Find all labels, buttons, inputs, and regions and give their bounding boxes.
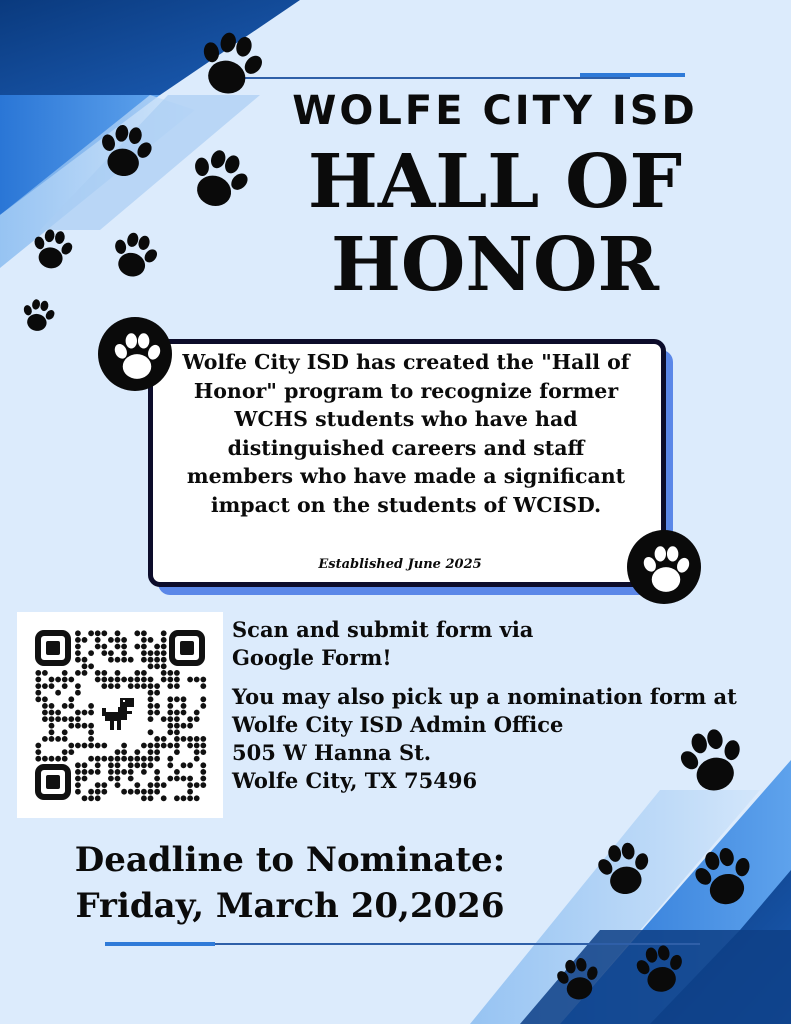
established-date: Established June 2025 [318, 557, 482, 572]
deadline [30, 837, 550, 929]
paw-badge-icon [627, 530, 701, 604]
deadline-date: Friday, March 20,2026 [75, 886, 505, 926]
pickup-line: Wolfe City ISD Admin Office [232, 712, 564, 737]
qr-code-icon[interactable] [17, 612, 223, 818]
organization-name: WOLFE CITY ISD [292, 88, 698, 134]
page-title-line2: HONOR [331, 222, 659, 308]
deadline-label: Deadline to Nominate: [74, 840, 506, 880]
pickup-line: 505 W Hanna St. [232, 740, 432, 765]
page-title-line1: HALL OF [307, 139, 683, 225]
pickup-instructions [232, 683, 787, 795]
paw-badge-icon [98, 317, 172, 391]
program-description: Wolfe City ISD has created the "Hall of Honor" program to recognize former WCHS students who have had distinguished careers and staff members who have made a significant impact on the students of WCISD. [182, 350, 630, 517]
pickup-line: You may also pick up a nomination form at [232, 684, 737, 709]
pickup-line: Wolfe City, TX 75496 [232, 768, 478, 793]
dinosaur-icon [97, 692, 143, 738]
scan-instructions: Scan and submit form via Google Form! [232, 617, 534, 670]
